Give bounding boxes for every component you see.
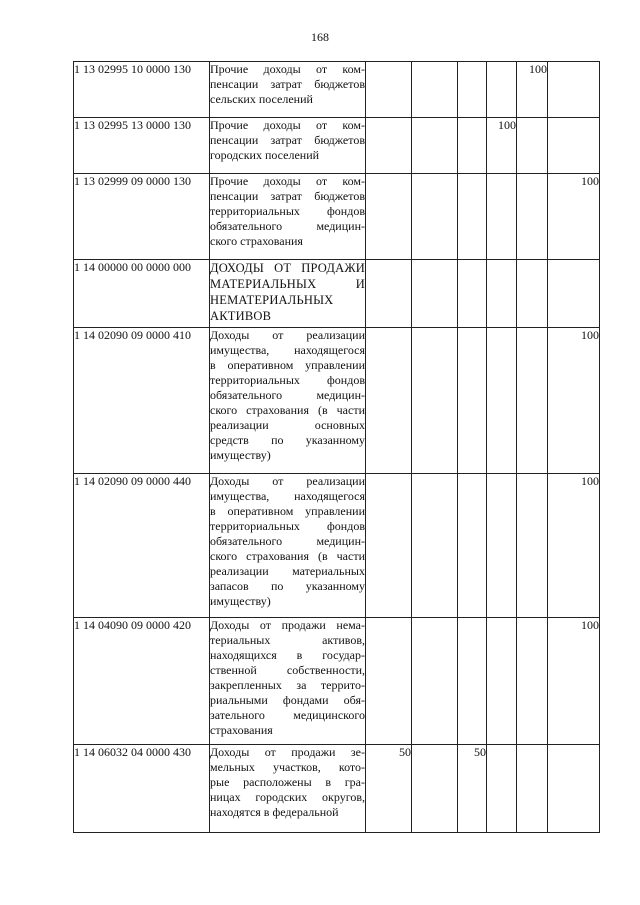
description-line: мельных участков, кото- <box>210 760 365 774</box>
value-cell-col-2 <box>412 118 458 174</box>
budget-code-cell: 1 13 02995 10 0000 130 <box>74 62 210 118</box>
description-line: пенсации затрат бюджетов <box>210 189 365 203</box>
budget-code-cell: 1 14 06032 04 0000 430 <box>74 745 210 833</box>
value-cell-col-3 <box>458 174 487 260</box>
value-cell-col-4 <box>487 62 517 118</box>
value-cell-col-2 <box>412 474 458 618</box>
value-cell-col-4: 100 <box>487 118 517 174</box>
description-line: имущества, находящегося <box>210 343 365 357</box>
value-cell-col-3 <box>458 62 487 118</box>
value-cell-col-1 <box>366 62 412 118</box>
table-row <box>74 328 600 474</box>
value-cell-col-6 <box>548 62 600 118</box>
value-cell-col-1 <box>366 328 412 474</box>
table-row <box>74 118 600 174</box>
description-line: ского страхования (в части <box>210 403 365 417</box>
description-line: обязательного медицин- <box>210 388 365 402</box>
value-cell-col-5 <box>517 260 548 328</box>
table-row <box>74 745 600 833</box>
description-line: Прочие доходы от ком- <box>210 118 365 132</box>
table-row <box>74 618 600 745</box>
description-cell <box>210 118 366 174</box>
description-line: риальными фондами обя- <box>210 693 365 707</box>
value-cell-col-1 <box>366 118 412 174</box>
description-line: ственной собственности, <box>210 663 365 677</box>
description-line: находятся в федеральной <box>210 805 339 819</box>
value-cell-col-3 <box>458 328 487 474</box>
description-line: в оперативном управлении <box>210 358 365 372</box>
description-cell <box>210 618 366 745</box>
value-cell-col-2 <box>412 62 458 118</box>
description-line: территориальных фондов <box>210 373 365 387</box>
revenue-table-body <box>74 62 600 833</box>
table-row <box>74 474 600 618</box>
budget-code-cell: 1 14 00000 00 0000 000 <box>74 260 210 328</box>
budget-code-cell: 1 14 02090 09 0000 410 <box>74 328 210 474</box>
value-cell-col-4 <box>487 328 517 474</box>
description-line: сельских поселений <box>210 92 313 106</box>
description-line: закрепленных за террито- <box>210 678 365 692</box>
description-line: страхования <box>210 723 273 737</box>
description-line: городских поселений <box>210 148 320 162</box>
value-cell-col-5: 100 <box>517 62 548 118</box>
value-cell-col-4 <box>487 618 517 745</box>
description-line: реализации материальных <box>210 564 365 578</box>
page-number: 168 <box>311 30 329 44</box>
value-cell-col-5 <box>517 618 548 745</box>
description-line: территориальных фондов <box>210 519 365 533</box>
value-cell-col-6: 100 <box>548 618 600 745</box>
value-cell-col-6 <box>548 118 600 174</box>
value-cell-col-3 <box>458 118 487 174</box>
description-line: Доходы от реализации <box>210 328 365 342</box>
description-line: в оперативном управлении <box>210 504 365 518</box>
description-line: Прочие доходы от ком- <box>210 62 365 76</box>
description-cell <box>210 260 366 328</box>
value-cell-col-2 <box>412 745 458 833</box>
description-cell <box>210 174 366 260</box>
table-row <box>74 260 600 328</box>
description-line: запасов по указанному <box>210 579 365 593</box>
description-cell <box>210 328 366 474</box>
value-cell-col-1: 50 <box>366 745 412 833</box>
value-cell-col-6 <box>548 745 600 833</box>
description-line: ДОХОДЫ ОТ ПРОДАЖИ <box>210 261 365 275</box>
description-line: реализации основных <box>210 418 365 432</box>
value-cell-col-6: 100 <box>548 328 600 474</box>
description-line: Прочие доходы от ком- <box>210 174 365 188</box>
description-line: имуществу) <box>210 448 271 462</box>
value-cell-col-3 <box>458 618 487 745</box>
value-cell-col-3 <box>458 260 487 328</box>
description-line: пенсации затрат бюджетов <box>210 77 365 91</box>
description-line: МАТЕРИАЛЬНЫХ И <box>210 277 365 291</box>
value-cell-col-4 <box>487 260 517 328</box>
revenue-table <box>73 61 600 833</box>
description-line: ского страхования (в части <box>210 549 365 563</box>
description-line: обязательного медицин- <box>210 219 365 233</box>
value-cell-col-2 <box>412 618 458 745</box>
table-row <box>74 62 600 118</box>
description-line: Доходы от реализации <box>210 474 365 488</box>
description-line: АКТИВОВ <box>210 309 272 323</box>
budget-code-cell: 1 13 02995 13 0000 130 <box>74 118 210 174</box>
description-line: Доходы от продажи нема- <box>210 618 365 632</box>
value-cell-col-1 <box>366 174 412 260</box>
value-cell-col-5 <box>517 745 548 833</box>
budget-code-cell: 1 14 04090 09 0000 420 <box>74 618 210 745</box>
description-line: средств по указанному <box>210 433 365 447</box>
description-cell <box>210 62 366 118</box>
value-cell-col-1 <box>366 474 412 618</box>
description-line: рые расположены в гра- <box>210 775 365 789</box>
description-line: территориальных фондов <box>210 204 365 218</box>
table-row <box>74 174 600 260</box>
value-cell-col-4 <box>487 174 517 260</box>
value-cell-col-6 <box>548 260 600 328</box>
description-line: ского страхования <box>210 234 303 248</box>
budget-code-cell: 1 14 02090 09 0000 440 <box>74 474 210 618</box>
description-line: НЕМАТЕРИАЛЬНЫХ <box>210 293 334 307</box>
value-cell-col-6: 100 <box>548 174 600 260</box>
value-cell-col-4 <box>487 474 517 618</box>
value-cell-col-2 <box>412 328 458 474</box>
value-cell-col-5 <box>517 118 548 174</box>
description-cell <box>210 745 366 833</box>
description-line: Доходы от продажи зе- <box>210 745 365 759</box>
value-cell-col-2 <box>412 260 458 328</box>
value-cell-col-2 <box>412 174 458 260</box>
description-line: находящихся в государ- <box>210 648 365 662</box>
value-cell-col-4 <box>487 745 517 833</box>
value-cell-col-5 <box>517 174 548 260</box>
value-cell-col-3: 50 <box>458 745 487 833</box>
value-cell-col-3 <box>458 474 487 618</box>
value-cell-col-1 <box>366 260 412 328</box>
description-cell <box>210 474 366 618</box>
description-line: зательного медицинского <box>210 708 365 722</box>
description-line: ницах городских округов, <box>210 790 365 804</box>
description-line: имущества, находящегося <box>210 489 365 503</box>
description-line: обязательного медицин- <box>210 534 365 548</box>
value-cell-col-5 <box>517 474 548 618</box>
description-line: пенсации затрат бюджетов <box>210 133 365 147</box>
value-cell-col-1 <box>366 618 412 745</box>
value-cell-col-6: 100 <box>548 474 600 618</box>
value-cell-col-5 <box>517 328 548 474</box>
description-line: имуществу) <box>210 594 271 608</box>
description-line: териальных активов, <box>210 633 365 647</box>
budget-code-cell: 1 13 02999 09 0000 130 <box>74 174 210 260</box>
